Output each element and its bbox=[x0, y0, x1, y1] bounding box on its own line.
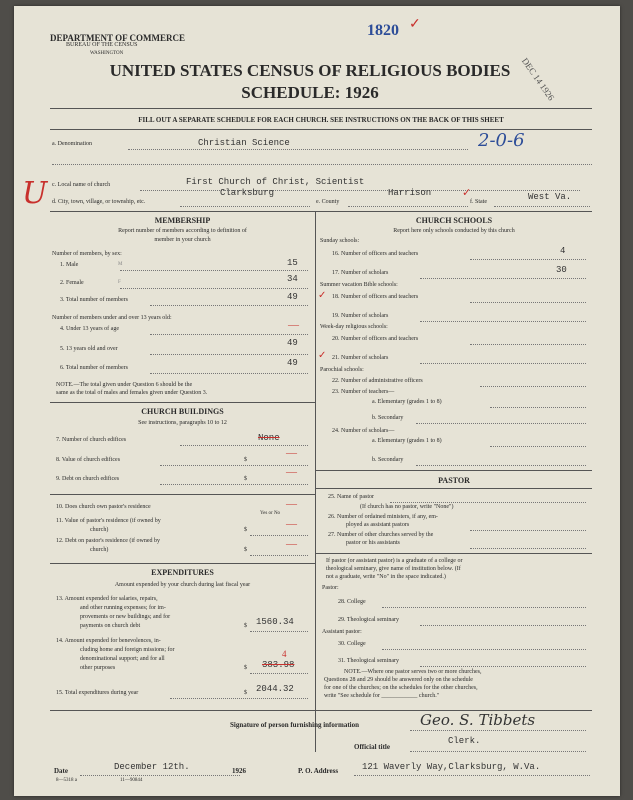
official-title-label: Official title bbox=[354, 743, 390, 751]
q3-label: 3. Total number of members bbox=[60, 297, 128, 303]
q2-label: 2. Female bbox=[60, 280, 84, 286]
date-value: December 12th. bbox=[114, 762, 190, 772]
census-schedule-form bbox=[14, 6, 620, 796]
pastor-note-3: for one of the churches; on the schedules for the other churches, bbox=[324, 685, 478, 691]
pastor-note-1: NOTE.—Where one pastor serves two or more churches, bbox=[344, 669, 482, 675]
po-address-value: 121 Waverly Way,Clarksburg, W.Va. bbox=[362, 762, 541, 772]
q1-code: M bbox=[118, 262, 123, 267]
expenditures-intro: Amount expended by your church during last fiscal year bbox=[114, 582, 251, 588]
bureau-name: BUREAU OF THE CENSUS bbox=[66, 42, 138, 48]
q7-label: 7. Number of church edifices bbox=[56, 437, 127, 443]
parochial-schools-label: Parochial schools: bbox=[320, 367, 364, 373]
q9-dollar-sign: $ bbox=[244, 476, 247, 482]
pastor-note-4: write "See schedule for ____________ church." bbox=[324, 693, 440, 699]
q1-label: 1. Male bbox=[60, 262, 79, 268]
q7-value: None bbox=[258, 433, 280, 443]
q15-value: 2044.32 bbox=[256, 684, 294, 694]
signature-label: Signature of person furnishing information bbox=[230, 721, 359, 729]
q27-label-1: 27. Number of other churches served by the bbox=[328, 532, 434, 538]
yes-or-no-hint: Yes or No bbox=[260, 511, 281, 516]
q24a-label: a. Elementary (grades 1 to 8) bbox=[372, 438, 442, 444]
official-title-value: Clerk. bbox=[448, 736, 481, 746]
q8-dash: — bbox=[286, 447, 297, 459]
q14-label-2: cluding home and foreign missions; for bbox=[80, 647, 175, 653]
q1-value: 15 bbox=[287, 258, 298, 268]
q14-label-3: denominational support; and for all bbox=[80, 656, 165, 662]
members-by-sex-label: Number of members, by sex: bbox=[52, 251, 122, 257]
education-note-3: not a graduate, write "No" in the space indicated.) bbox=[326, 574, 446, 580]
education-note-2: theological seminary, give name of institution below. (If bbox=[326, 566, 461, 572]
membership-intro-1: Report number of members according to definition of bbox=[118, 228, 247, 234]
q13-label-1: 13. Amount expended for salaries, repairs, bbox=[56, 596, 158, 602]
form-title: UNITED STATES CENSUS OF RELIGIOUS BODIES bbox=[109, 61, 511, 80]
q24-label: 24. Number of scholars— bbox=[332, 428, 395, 434]
q26-label-1: 26. Number of ordained ministers, if any, em- bbox=[328, 514, 438, 520]
q8-label: 8. Value of church edifices bbox=[56, 457, 121, 463]
number-tick-mark: ✓ bbox=[409, 17, 421, 32]
schedule-number: 1820 bbox=[367, 22, 399, 39]
q11-dash: — bbox=[286, 518, 297, 530]
summer-schools-label: Summer vacation Bible schools: bbox=[320, 282, 398, 288]
q14-label-1: 14. Amount expended for benevolences, in- bbox=[56, 638, 161, 644]
membership-intro-2: member in your church bbox=[154, 237, 211, 243]
date-year: 1926 bbox=[232, 767, 246, 775]
q13-label-3: provements or new buildings; and for bbox=[80, 614, 171, 620]
q5-label: 5. 13 years old and over bbox=[60, 346, 118, 352]
po-address-label: P. O. Address bbox=[298, 767, 339, 775]
form-number-2: 11—90844 bbox=[120, 778, 143, 783]
membership-note-2: same as the total of males and females given under Question 3. bbox=[56, 390, 208, 396]
q5-value: 49 bbox=[287, 338, 298, 348]
q12-label-2: church) bbox=[90, 547, 109, 553]
state-value: West Va. bbox=[528, 192, 572, 202]
q11-label-2: church) bbox=[90, 527, 109, 533]
q9-label: 9. Debt on church edifices bbox=[56, 476, 120, 482]
q26-label-2: ployed as assistant pastors bbox=[346, 522, 410, 528]
q12-label-1: 12. Debt on pastor's residence (if owned by bbox=[56, 538, 161, 544]
q25-label: 25. Name of pastor bbox=[328, 494, 374, 500]
q13-dollar-sign: $ bbox=[244, 623, 247, 629]
form-number-1: 8—5318 a bbox=[56, 778, 77, 783]
membership-note-1: NOTE.—The total given under Question 6 should be the bbox=[56, 382, 193, 388]
buildings-intro: See instructions, paragraphs 10 to 12 bbox=[138, 420, 227, 426]
date-label: Date bbox=[54, 767, 68, 775]
q28-label: 28. College bbox=[338, 599, 366, 605]
q4-value: — bbox=[288, 319, 299, 331]
q9-dash: — bbox=[286, 466, 297, 478]
q11-dollar-sign: $ bbox=[244, 527, 247, 533]
q12-dollar-sign: $ bbox=[244, 547, 247, 553]
denomination-code: 2-0-6 bbox=[478, 130, 525, 151]
received-date-stamp: DEC 14 1926 bbox=[519, 56, 557, 103]
q23-label: 23. Number of teachers— bbox=[332, 389, 395, 395]
pastor-education-label: Pastor: bbox=[322, 585, 339, 591]
denomination-label: a. Denomination bbox=[52, 141, 92, 147]
q14-label-4: other purposes bbox=[80, 665, 116, 671]
denomination-value: Christian Science bbox=[198, 138, 290, 148]
q23b-label: b. Secondary bbox=[372, 415, 404, 421]
q23a-label: a. Elementary (grades 1 to 8) bbox=[372, 399, 442, 405]
q22-label: 22. Number of administrative officers bbox=[332, 378, 423, 384]
education-note-1: If pastor (or assistant pastor) is a graduate of a college or bbox=[326, 558, 463, 564]
local-name-label: c. Local name of church bbox=[52, 182, 111, 188]
q29-label: 29. Theological seminary bbox=[338, 617, 400, 623]
q6-value: 49 bbox=[287, 358, 298, 368]
assistant-pastor-label: Assistant pastor: bbox=[322, 629, 362, 635]
q20-label: 20. Number of officers and teachers bbox=[332, 336, 419, 342]
q24b-label: b. Secondary bbox=[372, 457, 404, 463]
signature-value: Geo. S. Tibbets bbox=[420, 711, 536, 729]
q21-check-mark: ✓ bbox=[318, 350, 327, 361]
q19-label: 19. Number of scholars bbox=[332, 313, 389, 319]
county-check-mark: ✓ bbox=[462, 187, 472, 199]
q11-label-1: 11. Value of pastor's residence (if owned by bbox=[56, 518, 161, 524]
church-schools-heading: CHURCH SCHOOLS bbox=[415, 216, 493, 225]
q18-check-mark: ✓ bbox=[318, 290, 327, 301]
pastor-heading: PASTOR bbox=[438, 476, 470, 485]
q17-value: 30 bbox=[556, 265, 567, 275]
q14-correction-mark: 4 bbox=[282, 649, 287, 659]
u-mark: U bbox=[22, 176, 48, 211]
q10-label: 10. Does church own pastor's residence bbox=[56, 504, 151, 510]
q27-label-2: pastor or his assistants bbox=[346, 540, 400, 546]
q16-value: 4 bbox=[560, 246, 566, 256]
q12-dash: — bbox=[286, 538, 297, 550]
q13-label-2: and other running expenses; for im- bbox=[80, 605, 166, 611]
department-name: DEPARTMENT OF COMMERCE bbox=[50, 33, 186, 43]
q8-dollar-sign: $ bbox=[244, 457, 247, 463]
church-buildings-heading: CHURCH BUILDINGS bbox=[141, 407, 224, 416]
q10-dash: — bbox=[286, 498, 297, 510]
sunday-schools-label: Sunday schools: bbox=[320, 238, 360, 244]
q13-label-4: payments on church debt bbox=[80, 623, 141, 629]
q25-hint: (If church has no pastor, write "None") bbox=[360, 504, 454, 510]
membership-heading: MEMBERSHIP bbox=[154, 216, 211, 225]
q2-value: 34 bbox=[287, 274, 298, 284]
q14-value: 383.98 bbox=[262, 660, 295, 670]
q30-label: 30. College bbox=[338, 641, 366, 647]
state-label: f. State bbox=[470, 199, 487, 205]
city-label: d. City, town, village, or township, etc. bbox=[52, 199, 146, 205]
q17-label: 17. Number of scholars bbox=[332, 270, 389, 276]
q13-value: 1560.34 bbox=[256, 617, 294, 627]
q3-value: 49 bbox=[287, 292, 298, 302]
schools-intro: Report here only schools conducted by this church bbox=[393, 228, 515, 234]
weekday-schools-label: Week-day religious schools: bbox=[320, 324, 388, 330]
q15-label: 15. Total expenditures during year bbox=[56, 690, 139, 696]
q21-label: 21. Number of scholars bbox=[332, 355, 389, 361]
q18-label: 18. Number of officers and teachers bbox=[332, 294, 419, 300]
q14-dollar-sign: $ bbox=[244, 665, 247, 671]
expenditures-heading: EXPENDITURES bbox=[151, 568, 214, 577]
schedule-title: SCHEDULE: 1926 bbox=[241, 83, 379, 102]
local-name-value: First Church of Christ, Scientist bbox=[186, 177, 365, 187]
form-instruction: FILL OUT A SEPARATE SCHEDULE FOR EACH CHURCH. SEE INSTRUCTIONS ON THE BACK OF THIS SHEET bbox=[138, 116, 504, 124]
county-label: e. County bbox=[316, 199, 340, 205]
city-value: Clarksburg bbox=[220, 188, 275, 198]
q16-label: 16. Number of officers and teachers bbox=[332, 251, 419, 257]
q31-label: 31. Theological seminary bbox=[338, 658, 400, 664]
county-value: Harrison bbox=[388, 188, 432, 198]
q2-code: F bbox=[118, 280, 121, 285]
age-groups-label: Number of members under and over 13 years old: bbox=[52, 315, 172, 321]
q6-label: 6. Total number of members bbox=[60, 365, 128, 371]
q15-dollar-sign: $ bbox=[244, 690, 247, 696]
bureau-city: WASHINGTON bbox=[90, 51, 124, 56]
q4-label: 4. Under 13 years of age bbox=[60, 326, 119, 332]
pastor-note-2: Questions 28 and 29 should be answered only on the schedule bbox=[324, 677, 473, 683]
